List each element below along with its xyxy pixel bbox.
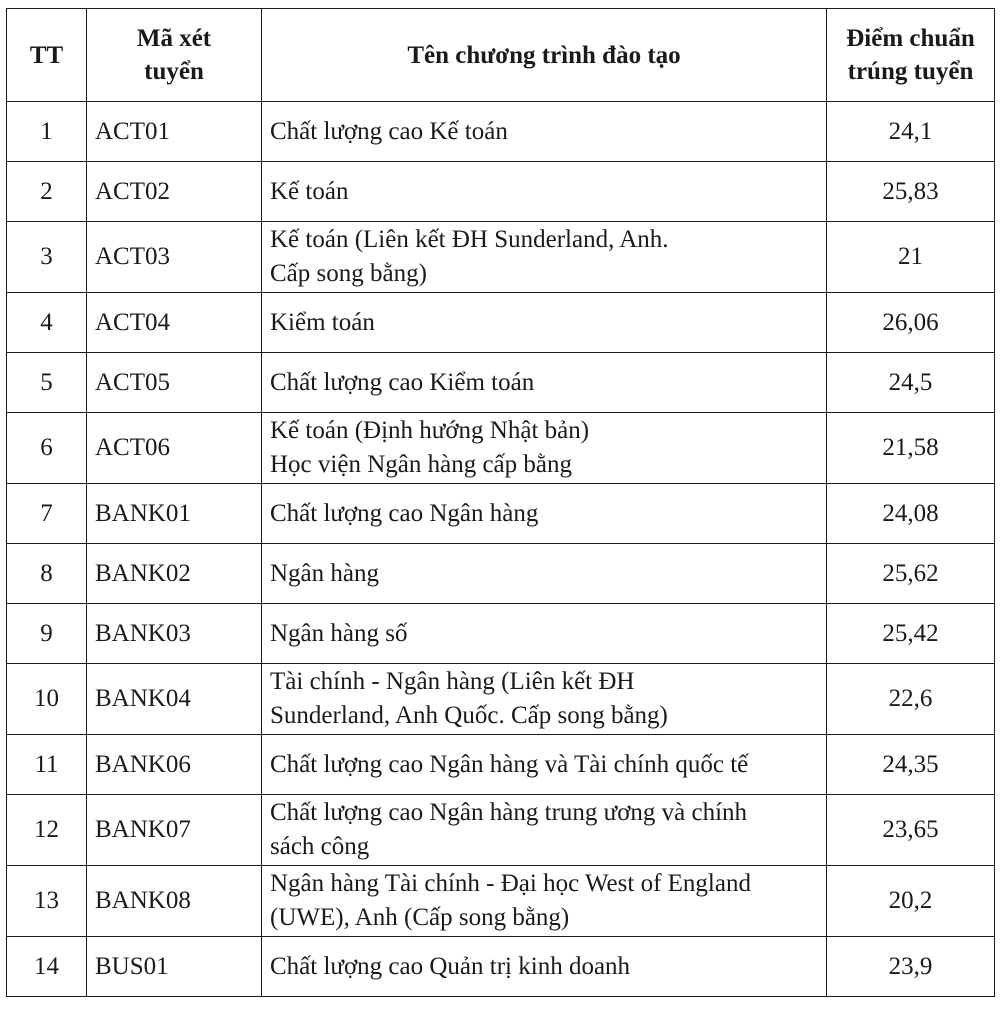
table-header: [7, 9, 995, 102]
admission-scores-table: [6, 8, 995, 997]
header-score: [827, 9, 995, 102]
program-name-line2: (UWE), Anh (Cấp song bằng): [270, 904, 570, 931]
table-row: [7, 222, 995, 293]
program-name-line1: Chất lượng cao Quản trị kinh doanh: [270, 952, 631, 980]
program-name-cell: [262, 866, 827, 937]
header-tt: [7, 9, 87, 102]
program-name-cell: [262, 353, 827, 413]
table-row: [7, 604, 995, 664]
row-number-cell: 5: [7, 353, 87, 413]
header-score-line2: trúng tuyển: [847, 58, 974, 85]
score-cell: 24,1: [827, 102, 995, 162]
program-code-cell: BANK06: [87, 735, 262, 795]
table-body: [7, 102, 995, 997]
score-cell: 25,83: [827, 162, 995, 222]
table-row: [7, 664, 995, 735]
program-name-cell: [262, 293, 827, 353]
table-row: [7, 484, 995, 544]
program-name-line1: Ngân hàng: [270, 559, 379, 587]
row-number-cell: 7: [7, 484, 87, 544]
program-name-line1: Kế toán (Liên kết ĐH Sunderland, Anh.: [270, 226, 669, 253]
score-cell: 24,35: [827, 735, 995, 795]
table-row: [7, 293, 995, 353]
program-name-line1: Chất lượng cao Ngân hàng trung ương và chính: [270, 799, 748, 826]
program-name-cell: [262, 484, 827, 544]
score-cell: 21,58: [827, 413, 995, 484]
row-number-cell: 4: [7, 293, 87, 353]
program-code-cell: ACT01: [87, 102, 262, 162]
score-cell: 24,08: [827, 484, 995, 544]
program-name-cell: [262, 664, 827, 735]
score-cell: 26,06: [827, 293, 995, 353]
program-name-line1: Chất lượng cao Ngân hàng và Tài chính quốc tế: [270, 750, 749, 778]
program-code-cell: BANK04: [87, 664, 262, 735]
program-name-line1: Chất lượng cao Kế toán: [270, 117, 508, 145]
program-code-cell: BANK01: [87, 484, 262, 544]
program-name-line1: Kế toán (Định hướng Nhật bản): [270, 417, 590, 444]
program-name-cell: [262, 162, 827, 222]
header-program-label: Tên chương trình đào tạo: [407, 41, 681, 69]
row-number-cell: 14: [7, 937, 87, 997]
score-cell: 25,42: [827, 604, 995, 664]
score-cell: 24,5: [827, 353, 995, 413]
table-row: [7, 795, 995, 866]
program-name-line2: Học viện Ngân hàng cấp bằng: [270, 451, 572, 478]
table-row: [7, 735, 995, 795]
score-cell: 23,9: [827, 937, 995, 997]
table-row: [7, 353, 995, 413]
row-number-cell: 2: [7, 162, 87, 222]
program-name-line1: Chất lượng cao Ngân hàng: [270, 499, 539, 527]
program-code-cell: BANK07: [87, 795, 262, 866]
program-code-cell: ACT05: [87, 353, 262, 413]
program-code-cell: BUS01: [87, 937, 262, 997]
program-name-cell: [262, 102, 827, 162]
table-row: [7, 162, 995, 222]
row-number-cell: 1: [7, 102, 87, 162]
table-row: [7, 866, 995, 937]
program-name-line2: Cấp song bằng): [270, 260, 427, 287]
program-code-cell: BANK03: [87, 604, 262, 664]
program-code-cell: ACT02: [87, 162, 262, 222]
program-code-cell: ACT04: [87, 293, 262, 353]
header-code-line2: tuyển: [144, 58, 204, 85]
row-number-cell: 13: [7, 866, 87, 937]
program-name-cell: [262, 222, 827, 293]
program-name-cell: [262, 937, 827, 997]
table-row: [7, 102, 995, 162]
program-name-cell: [262, 604, 827, 664]
row-number-cell: 6: [7, 413, 87, 484]
row-number-cell: 11: [7, 735, 87, 795]
program-name-line1: Kế toán: [270, 177, 349, 205]
score-cell: 22,6: [827, 664, 995, 735]
program-name-line2: sách công: [270, 833, 370, 860]
program-name-line1: Ngân hàng số: [270, 619, 408, 647]
program-name-cell: [262, 413, 827, 484]
score-cell: 23,65: [827, 795, 995, 866]
table-row: [7, 937, 995, 997]
program-name-cell: [262, 795, 827, 866]
program-name-cell: [262, 735, 827, 795]
table-row: [7, 413, 995, 484]
row-number-cell: 9: [7, 604, 87, 664]
header-tt-label: TT: [29, 41, 64, 69]
table-row: [7, 544, 995, 604]
row-number-cell: 3: [7, 222, 87, 293]
header-code: [87, 9, 262, 102]
header-row: [7, 9, 995, 102]
row-number-cell: 8: [7, 544, 87, 604]
program-code-cell: BANK02: [87, 544, 262, 604]
header-program: [262, 9, 827, 102]
header-score-line1: Điểm chuẩn: [846, 25, 975, 52]
score-cell: 21: [827, 222, 995, 293]
program-name-line1: Tài chính - Ngân hàng (Liên kết ĐH: [270, 668, 635, 695]
program-name-cell: [262, 544, 827, 604]
program-code-cell: ACT03: [87, 222, 262, 293]
header-code-line1: Mã xét: [136, 25, 212, 52]
program-name-line1: Ngân hàng Tài chính - Đại học West of England: [270, 870, 751, 897]
program-name-line1: Kiểm toán: [270, 308, 375, 336]
score-cell: 20,2: [827, 866, 995, 937]
program-code-cell: ACT06: [87, 413, 262, 484]
program-name-line1: Chất lượng cao Kiểm toán: [270, 368, 535, 396]
row-number-cell: 10: [7, 664, 87, 735]
program-code-cell: BANK08: [87, 866, 262, 937]
program-name-line2: Sunderland, Anh Quốc. Cấp song bằng): [270, 702, 668, 729]
score-cell: 25,62: [827, 544, 995, 604]
row-number-cell: 12: [7, 795, 87, 866]
